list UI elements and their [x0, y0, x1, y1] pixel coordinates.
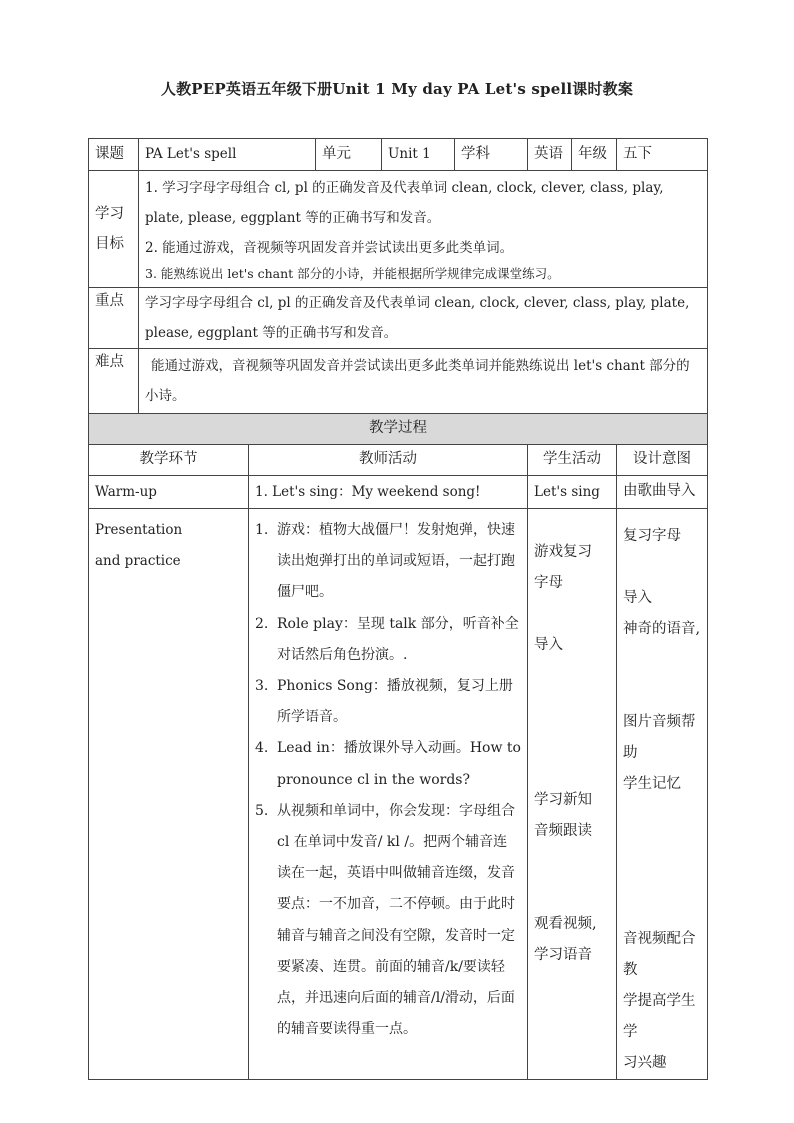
step-number: 5.: [255, 802, 269, 819]
student-line: 学习语音: [534, 947, 593, 963]
warmup-row: [89, 476, 708, 509]
student-line: [534, 599, 610, 630]
goal-item-1: 1. 学习字母字母组合 cl, pl 的正确发音及代表单词 clean, clock, clever, class, play, plate, please, eggplant 等的正确书写和发音。: [145, 180, 664, 226]
goal-item-3: 3. 能熟练说出 let's chant 部分的小诗，并能根据所学规律完成课堂练习。: [145, 266, 560, 281]
grade-value: 五下: [617, 139, 708, 171]
warmup-stage: Warm-up: [89, 476, 249, 509]
student-line: 观看视频,: [534, 916, 597, 932]
student-line: [534, 692, 610, 723]
presentation-stage: [89, 509, 249, 1080]
intent-line: [623, 831, 701, 862]
header-stage: 教学环节: [89, 445, 249, 476]
presentation-stage-line1: Presentation: [95, 522, 183, 538]
intent-line: 学生记忆: [623, 776, 682, 792]
header-student: 学生活动: [528, 445, 617, 476]
step-number: 4.: [255, 740, 269, 757]
student-line: 音频跟读: [534, 823, 593, 839]
step-number: 2.: [255, 615, 269, 632]
goals-content: [139, 171, 708, 288]
header-teacher: 教师活动: [249, 445, 528, 476]
presentation-intent: [617, 509, 708, 1080]
key-text: 学习字母字母组合 cl, pl 的正确发音及代表单词 clean, clock, clever, class, play, plate, please, eggplant 等的正确书写和发音。: [145, 295, 690, 341]
teacher-step: [255, 733, 521, 795]
student-line: 学习新知: [534, 792, 593, 808]
process-title-row: [89, 414, 708, 445]
warmup-intent: 由歌曲导入: [617, 476, 708, 509]
intent-line: [623, 645, 701, 676]
warmup-student: Let's sing: [528, 476, 617, 509]
teacher-step: [255, 515, 521, 609]
intent-line: 神奇的语音,: [623, 621, 701, 637]
info-row: [89, 139, 708, 171]
student-line: 字母: [534, 575, 564, 591]
intent-line: 复习字母: [623, 528, 682, 544]
student-line: [534, 847, 610, 878]
intent-line: [623, 676, 701, 707]
presentation-row: [89, 509, 708, 1080]
intent-line: 图片音频帮助: [623, 714, 696, 761]
key-row: [89, 288, 708, 349]
goal-item-2: 2. 能通过游戏，音视频等巩固发音并尝试读出更多此类单词。: [145, 240, 514, 256]
subject-value: 英语: [528, 139, 572, 171]
student-line: 导入: [534, 637, 564, 653]
process-title: 教学过程: [89, 414, 708, 445]
intent-line: [623, 893, 701, 924]
student-line: [534, 878, 610, 909]
warmup-teacher: 1. Let's sing：My weekend song!: [249, 476, 528, 509]
intent-line: 学提高学生学: [623, 993, 696, 1040]
student-line: [534, 754, 610, 785]
subject-label: 学科: [455, 139, 528, 171]
difficult-content: [139, 349, 708, 414]
step-text: Lead in：播放课外导入动画。How to pronounce cl in the words?: [277, 740, 521, 788]
intent-line: 习兴趣: [623, 1055, 667, 1071]
student-line: 游戏复习: [534, 544, 593, 560]
header-intent: 设计意图: [617, 445, 708, 476]
unit-label: 单元: [316, 139, 382, 171]
step-text: 游戏：植物大战僵尸！发射炮弹，快速读出炮弹打出的单词或短语，一起打跑僵尸吧。: [277, 522, 515, 601]
intent-line: 音视频配合教: [623, 931, 696, 978]
presentation-stage-line2: and practice: [95, 553, 181, 569]
teacher-step: [255, 671, 521, 733]
intent-line: 导入: [623, 590, 653, 606]
intent-line: [623, 552, 701, 583]
presentation-teacher: [249, 509, 528, 1080]
step-number: 1.: [255, 522, 269, 538]
goals-label-line1: 学习: [95, 206, 124, 222]
lesson-plan-table: [88, 138, 708, 1080]
key-label: 重点: [89, 288, 139, 349]
presentation-student: [528, 509, 617, 1080]
page-title: 人教PEP英语五年级下册Unit 1 My day PA Let's spell课时教案: [160, 80, 634, 98]
topic-label: 课题: [89, 139, 139, 171]
grade-label: 年级: [572, 139, 617, 171]
goals-row: [89, 171, 708, 288]
difficult-text: 能通过游戏，音视频等巩固发音并尝试读出更多此类单词并能熟练说出 let's chant 部分的小诗。: [145, 358, 690, 404]
intent-line: [623, 862, 701, 893]
teacher-step: [255, 796, 521, 1046]
difficult-row: [89, 349, 708, 414]
student-line: [534, 723, 610, 754]
goals-label: [89, 171, 139, 288]
unit-value: Unit 1: [382, 139, 455, 171]
step-text: Role play：呈现 talk 部分，听音补全对话然后角色扮演。.: [277, 615, 519, 663]
teacher-steps-list: [255, 515, 521, 1045]
teacher-step: [255, 609, 521, 671]
process-header-row: [89, 445, 708, 476]
step-text: 从视频和单词中，你会发现：字母组合 cl 在单词中发音/ kl /。把两个辅音连读在一起，英语中叫做辅音连缀，发音要点：一不加音，二不停顿。由于此时辅音与辅音之间没有空隙，发音时一定要紧凑、连贯。前面的辅音/k/要读轻点，并迅速向后面的辅音/l/滑动，后面的辅音要读得重一点。: [277, 802, 515, 1038]
student-line: [534, 661, 610, 692]
goals-label-line2: 目标: [95, 236, 124, 252]
difficult-label: 难点: [89, 349, 139, 414]
step-number: 3.: [255, 678, 269, 695]
intent-line: [623, 800, 701, 831]
topic-value: PA Let's spell: [139, 139, 316, 171]
step-text: Phonics Song：播放视频，复习上册所学语音。: [277, 678, 513, 726]
key-content: [139, 288, 708, 349]
